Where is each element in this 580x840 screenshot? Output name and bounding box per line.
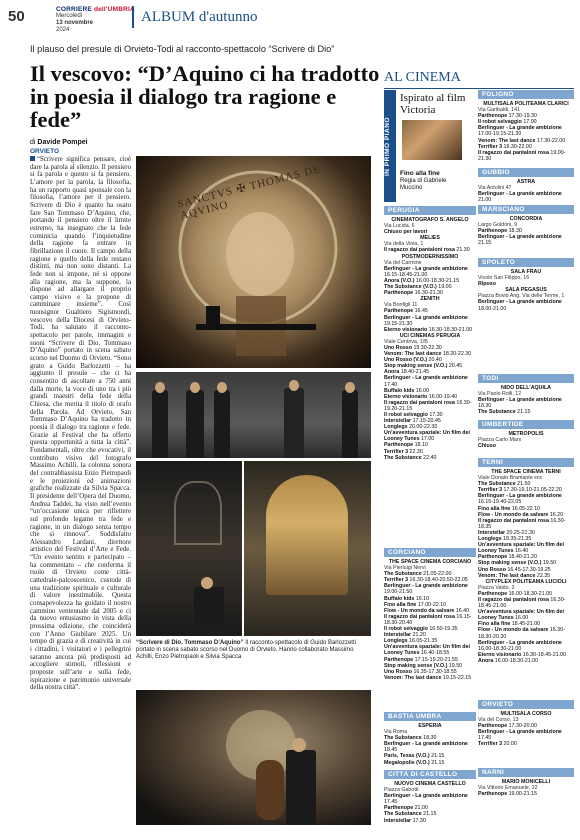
city-listings (478, 101, 574, 162)
byline-prefix: di (30, 139, 36, 146)
showtime-line: Buffalo kids 16.00 (384, 387, 430, 394)
showtime-line: Riposo (478, 281, 496, 288)
showtime-line: Il ragazzo dai pantaloni rosa 16.30-18.35 (478, 517, 566, 530)
cinema-name: CONCORDIA (509, 216, 543, 222)
showtime-line: Stop making sense (V.O.) 19.50 (384, 662, 463, 669)
cinema-address: Via del Carmine (384, 259, 422, 266)
cinema-address: Via Paolo Rolli, 12 (478, 391, 522, 398)
showtime-line: Parthenope 19.00-21.15 (478, 791, 537, 798)
showtime-line: Terrifier 3 20.00 (478, 741, 517, 748)
showtime-line: Uno Rosso (V.O.) 20.40 (384, 357, 442, 364)
showtime-line: Berlinguer - La grande ambizione 18.45 (384, 741, 468, 754)
showtime-line: The Substance 18.30 (384, 735, 437, 742)
showtime-line: Longlegs 18.35-21.35 (478, 536, 532, 543)
cinema-name: ZENITH (420, 296, 440, 303)
cinema-name: NUOVO CINEMA CASTELLO (394, 781, 466, 787)
article-kicker: Il plauso del presule di Orvieto-Todi al racconto-spettacolo “Scrivere di Dio” (30, 44, 335, 54)
city-header: BASTIA UMBRA (384, 712, 476, 721)
city-listings (478, 179, 574, 203)
photo-bassist (136, 690, 371, 825)
cinema-address: Via della Viola, 1 (384, 241, 424, 248)
showtime-line: Il ragazzo dai pantaloni rosa 16.30-18.45-21.00 (478, 596, 566, 610)
city-header: UMBERTIDE (478, 420, 574, 429)
article-body (30, 156, 131, 692)
showtime-line: Stop making sense (V.O.) 20.45 (384, 363, 463, 370)
showtime-line: Berlinguer - La grande ambizione 18.30 (478, 397, 562, 410)
showtime-line: Il ragazzo dai pantaloni rosa 19.00-21.30 (478, 149, 566, 162)
cinema-address: Via Garibaldi, 141 (478, 107, 521, 114)
city-header: MARSCIANO (478, 205, 574, 214)
showtime-line: Parthenope 18.30 (478, 228, 522, 235)
city-listings (478, 779, 574, 797)
photo-mural (136, 156, 371, 368)
showtime-line: Fino alla fine 16.05-22.10 (478, 505, 541, 512)
city-listings (478, 431, 574, 449)
showtime-line: Il ragazzo dai pantaloni rosa 16.15-18.30-20.40 (384, 613, 472, 626)
section-title: ALBUM d'autunno (132, 6, 257, 28)
caption-text: Il racconto-spettacolo di Guido Barlozzetti portato in scena sabato scorso nel Duomo di Orvieto. Hanno collaborato Massimo Achilli, Enzo Pietropaoli e Silvia Spacca (136, 640, 356, 660)
cinema-name: CINEMATOGRAFO S. ANGELO (391, 217, 469, 223)
showtime-line: Paris, Texas (V.O.) 21.15 (384, 753, 445, 760)
cinema-name: MARIO MONICELLI (501, 779, 551, 785)
primo-piano-banner: IN PRIMO PIANO (384, 90, 396, 202)
feature-film: Fino alla fine (400, 170, 440, 177)
showtime-line: Un’avventura spaziale: Un film dei Looney Tunes 17.00 (384, 430, 470, 443)
showtime-line: Venom: The last dance 22.35 (478, 572, 551, 579)
showtime-line: Parthenope 17.15-19.20-21.55 (384, 656, 458, 663)
showtime-line: Megalopolis (V.O.) 21.15 (384, 759, 445, 766)
showtime-line: Parthenope 18.40-21.20 (478, 554, 537, 561)
showtime-line: Buffalo kids 16.10 (384, 595, 430, 602)
city-header: CITTÀ DI CASTELLO (384, 770, 476, 779)
showtime-line: Parthenope 16.45 (384, 308, 428, 315)
city-header: CORCIANO (384, 548, 476, 557)
showtime-line: Berlinguer - La grande ambizione 19.15-21.30 (384, 314, 468, 327)
showtime-line: Berlinguer - La grande ambizione 17.45 (478, 729, 562, 742)
showtime-line: Parthenope 18.10 (384, 442, 428, 449)
city-header: SPOLETO (478, 258, 574, 267)
showtime-line: The Substance 22.40 (384, 454, 437, 461)
city-listings (478, 711, 574, 748)
cinema-address: Viale Centova, 1/B (384, 338, 428, 345)
cinema-address: Piazza Bovio Ang. Via delle Terme, 1 (478, 293, 565, 300)
showtime-line: Uno Rosso 19.30-22.30 (384, 344, 442, 351)
city-header: TERNI (478, 458, 574, 467)
brand-b: dell'UMBRIA (93, 6, 135, 13)
city-header: ORVIETO (478, 700, 574, 709)
showtime-line: Terrifier 3 22.30 (384, 448, 423, 455)
cinema-name: NIDO DELL’AQUILA (500, 385, 552, 391)
photo-projection (244, 461, 371, 636)
cinema-address: Vicolo San Filippo, 16 (478, 275, 530, 282)
showtime-line: Flow - Un mondo da salvare 16.40 (384, 607, 470, 614)
showtime-line: Parthenope 21.00 (384, 805, 428, 812)
city-listings (384, 217, 476, 461)
showtime-line: Un’avventura spaziale: Un film dei Looney Tunes 16.40 (478, 542, 564, 555)
cinema-name: SALA PEGASUS (505, 287, 547, 294)
showtime-line: The Substance 21.15 (478, 409, 531, 416)
showtime-line: Parthenope 17.30-20.00 (478, 723, 537, 730)
cinema-name: MULTISALA POLITEAMA CLARICI (483, 101, 569, 107)
lead-square-icon (30, 156, 35, 161)
cinema-address: Via Roma (384, 729, 408, 736)
showtime-line: The Substance 21.05-22.00 (384, 571, 452, 578)
showtime-line: Berlinguer - La grande ambizione 16.15-19.40-22.05 (478, 493, 562, 506)
showtime-line: Eterno visionario 16.00-19.40 (384, 393, 458, 400)
showtime-line: Berlinguer - La grande ambizione 18.00-21.00 (478, 299, 562, 312)
showtime-line: Flow - Un mondo da salvare 16.20 (478, 511, 564, 518)
cinema-name: THE SPACE CINEMA CORCIANO (388, 559, 472, 565)
city-listings (478, 385, 574, 415)
feature-title: Ispirato al film Victoria (400, 92, 466, 116)
brand-logo (56, 6, 138, 13)
showtime-line: Il ragazzo dai pantaloni rosa 21.30 (384, 247, 470, 254)
showtime-line: Anora 16.00-18.30-21.00 (478, 657, 539, 664)
showtime-line: Berlinguer - La grande ambizione 17.40 (384, 375, 468, 388)
showtime-line: Eterno visionario 16.30-18.45-21.00 (478, 651, 567, 658)
city-header: FOLIGNO (478, 90, 574, 99)
cinema-address: Viale Donato Bramante snc (478, 475, 543, 482)
city-header: GUBBIO (478, 168, 574, 177)
author-name: Davide Pompei (37, 139, 88, 146)
showtime-line: Terrifier 3 17.30-19.10-21.05-22.20 (478, 487, 562, 494)
cinema-name: SALA FRAU (510, 269, 542, 275)
cinema-address: Via Antolini 47 (478, 185, 512, 192)
city-listings (384, 723, 476, 766)
showtime-line: Berlinguer - La grande ambizione 17.00-19.15-21.30 (478, 125, 562, 138)
showtime-line: Terrifier 3 16.30-18.40-20.50-22.05 (384, 577, 468, 584)
showtime-line: Venom: The last dance 19.15-22.15 (384, 674, 472, 681)
showtime-line: Parthenope 17.30-19.30 (478, 113, 537, 120)
cinema-address: Piazza Gabotti (384, 787, 419, 794)
showtime-line: Longlegs 20.00-22.30 (384, 424, 438, 431)
feature-poster (402, 120, 462, 160)
city-listings (478, 469, 574, 664)
showtime-line: Fino alla fine 18.45-21.00 (478, 621, 541, 628)
showtime-line: Eterno visionario 16.30-18.30-21.00 (384, 326, 473, 333)
showtime-line: Fino alla fine 17.00-22.10 (384, 601, 447, 608)
showtime-line: Venom: The last dance 17.30-22.00 (478, 137, 566, 144)
showtime-line: The Substance 21.50 (478, 481, 531, 488)
showtime-line: Uno Rosso 16.35-17.30-18.55 (384, 668, 457, 675)
cinema-name: METROPOLIS (508, 431, 544, 437)
cinema-address: Via Lucida, 6 (384, 223, 415, 230)
article-headline: Il vescovo: “D’Aquino ci ha tradotto in poesia il dialogo tra ragione e fede” (30, 61, 380, 132)
page-number: 50 (8, 8, 25, 25)
showtime-line: Uno Rosso 16.45-17.30-19.25 (478, 566, 551, 573)
city-header: PERUGIA (384, 206, 476, 215)
showtime-line: Parthenope 16.30-21.30 (384, 290, 443, 297)
cinema-name: POSTMODERNISSIMO (401, 253, 459, 260)
showtime-line: Berlinguer - La grande ambizione 17.45 (384, 793, 468, 806)
showtime-line: The Substance (V.O.) 19.00 (384, 284, 452, 291)
cinema-address: Via del Corso, 13 (478, 717, 519, 724)
photo-stage-group (136, 372, 371, 458)
city-header: NARNI (478, 768, 574, 777)
showtime-line: Longlegs 16.05-21.35 (384, 638, 438, 645)
cinema-name: ASTRA (516, 179, 536, 185)
showtime-line: Il ragazzo dai pantaloni rosa 16.30-19.20-21.15 (384, 399, 472, 412)
cinema-address: Piazza Carlo Marx (478, 437, 522, 444)
masthead (56, 6, 138, 34)
showtime-line: Berlinguer - La grande ambizione 16.00-18.30-21.00 (478, 639, 562, 652)
photo-caption (136, 640, 371, 661)
showtime-line: Anora 18.40-21.45 (384, 369, 430, 376)
cinema-address: Largo Goldoni, 9 (478, 222, 518, 229)
cinema-name: MULTISALA CORSO (500, 711, 552, 717)
cinema-name: THE SPACE CINEMA TERNI (491, 469, 561, 475)
showtime-line: Interstellar 21.20 (384, 632, 426, 639)
showtime-line: Chiuso per lavori (384, 229, 428, 236)
cinema-address: Via Vittorio Emanuele, 22 (478, 785, 538, 792)
feature-director: Regia di Gabriele Muccino (400, 178, 447, 191)
showtime-line: Berlinguer - La grande ambizione 21.15 (478, 234, 562, 247)
city-listings (384, 781, 476, 824)
weekday: Mercoledì (56, 13, 83, 19)
showtime-line: Stop making sense (V.O.) 19.50 (478, 560, 557, 567)
city-header: TODI (478, 374, 574, 383)
article-text: “Scrivere significa pensare, cioè dare la parola al silenzio. Il pensiero si fa parola e questo si fa pensiero. L’amore per la parola, la filosofia, ha un rapporto quasi sponsale con la filosofia, l’amore per il pensiero. Scrivere di Dio è quanto ha osato fare San Tommaso D’Aquino, che, portando il pensiero oltre il limite estremo, ha insegnato che la fede cominicia quando l’inquietudine della ragione fa entrare in fibrillazione il cuore. Il campo della ragione e quello della fede restano distinti, ma non sono distanti. La fede non si impone, né si oppone alla ragione, ma la suppone, la dispone ad allargare il proprio campo visivo e la propone di camminare insieme”. Così monsignor Gualtiero Sigismondi, vescovo della Diocesi di Orvieto-Todi, ha salutato il racconto-spettacolo per parole, immagini e suoni “Scrivere di Dio. Tommaso D’Aquino” portato in scena sabato scorso nel Duomo di Orvieto. “Sono grato a Guido Barlozzetti – ha aggiunto il presule – che ci ha consentito di ascoltare a 750 anni dalla morte, la voce di uno tra i più grandi maestri della fede della Chiesa, che merita il titolo di orafo della Parola. Ad Orvieto, San Tommaso D’Aquino ha tradotto in poesia il dialogo tra ragione e fede. Grazie al Festival che ha offerto questa opportunità a tutta la città”. Fondamentali, oltre che evocativi, il contributo visivo del fotografo Massimo Achilli, la colonna sonora del contrabbassista Enzo Pietropaoli e le proiezioni ed animazioni grafiche realizzate da Silvia Spacca. Il presidente dell’Opera del Duomo, Andrea Taddei, ha visto nell’evento “un’occasione unica per riflettere sul profondo legame tra fede e ragione, in un dialogo senza tempo che si rinnova”. Soddisfatto Alessandro Lardani, direttore artistico del Festival d’Arte e Fede. “Un evento sentito e partecipato – ha commentato – che conferma il ruolo di Orvieto come città-cattedrale-palcoscenico, custode di una tradizione spirituale e culturale di valore inestimabile. Questa consapevolezza ha guidato il nostro cammino ventennale dal 2005 e ci da nuovo entusiasmo in vista della prossima edizione, che coinciderà con l’Anno Giubilare 2025. Un tempo di grazia e di creatività in cui i cittadini, i visitatori e i pellegrini saranno ancora più predisposti ad accogliere stimoli, riflessioni e proposte sull’arte e sulla fede, ispirazione e patrimonio universale della nostra città”. (30, 156, 131, 692)
city-listings (478, 269, 574, 312)
cinema-address: Piazza Valdo, 3 (478, 584, 515, 591)
cinema-name: UCI CINEMAS PERUGIA (399, 332, 461, 339)
issue-date: 13 novembre (56, 20, 94, 26)
cinema-address: Via Pierluigi Nervi (384, 565, 426, 572)
city-listings (478, 216, 574, 246)
photo-performer (136, 461, 242, 636)
cinema-name: ESPERIA (418, 723, 442, 729)
showtime-line: Interstellar 20.25-21.30 (478, 529, 535, 536)
showtime-line: Interstellar 17.30 (384, 817, 426, 824)
cinema-heading: AL CINEMA (384, 70, 461, 85)
city-listings (384, 559, 476, 681)
brand-a: CORRIERE (56, 6, 92, 13)
showtime-line: Parthenope 16.00-18.30-21.00 (478, 590, 552, 597)
caption-title: “Scrivere di Dio. Tommaso D’Aquino” (136, 640, 244, 646)
showtime-line: The Substance 21.15 (384, 811, 437, 818)
showtime-line: Venom: The last dance 18.20-22.30 (384, 351, 472, 358)
dateline-city: ORVIETO (30, 148, 60, 155)
mural-inscription: SANCTVS ✠ THOMAS DE AQVINO (176, 163, 323, 223)
showtime-line: Un’avventura spaziale: Un film dei Looney Tunes 16.40-18.55 (384, 644, 470, 657)
showtime-line: Il robot selvaggio 17.30 (384, 412, 443, 418)
showtime-line: Terrifier 3 19.30-22.00 (478, 143, 532, 150)
showtime-line: Chiuso (478, 443, 496, 450)
showtime-line: Flow - Un mondo da salvare 16.30-18.30-20.30 (478, 627, 565, 640)
cinema-name: MELIES (420, 235, 440, 242)
issue-year: 2024 (56, 27, 70, 33)
showtime-line: Berlinguer - La grande ambizione 21.00 (478, 191, 562, 204)
showtime-line: Berlinguer - La grande ambizione 16.15-18.45-21.00 (384, 265, 468, 278)
cinema-name: CITYPLEX POLITEAMA LUCIOLI (485, 578, 567, 585)
showtime-line: Un’avventura spaziale: Un film dei Looney Tunes 16.00 (478, 609, 564, 622)
showtime-line: Interstellar 17.15-20.45 (384, 418, 441, 425)
byline (30, 139, 88, 146)
showtime-line: Il robot selvaggio 17.00 (478, 119, 537, 126)
showtime-line: Berlinguer - La grande ambizione 19.00-21.50 (384, 583, 468, 596)
showtime-line: Il robot selvaggio 16.50-19.35 (384, 626, 458, 633)
showtime-line: Anora (V.O.) 16.00-18.30-21.15 (384, 277, 460, 284)
cinema-address: Via Bonfigli 11 (384, 302, 418, 309)
